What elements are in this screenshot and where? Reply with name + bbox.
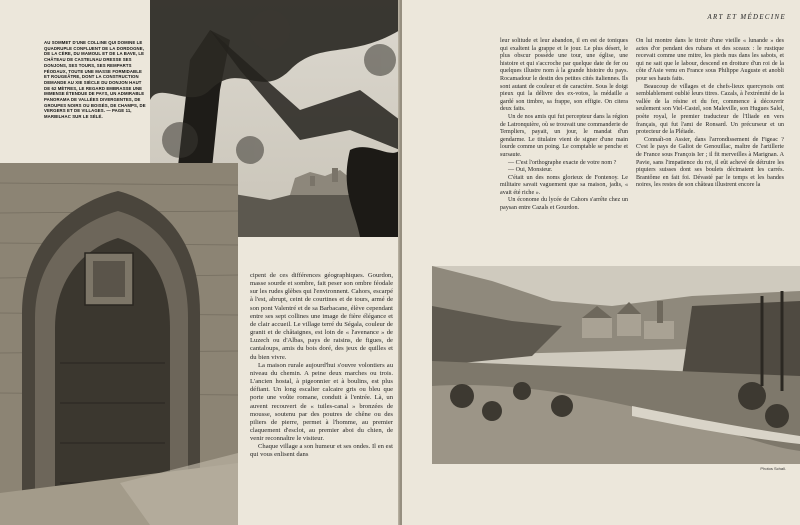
paragraph: Beaucoup de villages et de chefs-lieux quercynois ont semblablement oublié leurs titres. Cazals, à l'extrémité de la vallée de la résine et du fer, commence à découvrir seulement son Viel-Castel, son Maleville, son Hugues Salel, poète royal, le premier traducteur de l'Iliade en vers français, qui fut l'ami de Ronsard. Un précurseur et un protecteur de la Pléiade. xyxy=(636,83,784,136)
paragraph: cipent de ces différences géographiques. Gourdon, masse sourde et sombre, fait peser son ombre féodale sur les rudes glèbes qui l'environnent. Cahors, escarpé à l'est, abrupt, ceint de courtines et de tours, armé de son pont Valentré et de sa Barbacane, élève cependant entre ses sept collines une image de fière élégance et de clair accueil. Le village terré du Ségala, couleur de granit et de châtaignes, est loin de « l'avenance » de Luzech ou d'Albas, pays de raisins, de figues, de cantaloups, amis du bois doré, des jeux de quilles et du bien vivre. xyxy=(250,272,393,361)
text-column-bottom-left xyxy=(250,272,393,460)
paragraph: — Oui, Monsieur. xyxy=(508,167,553,174)
running-header: ART ET MÉDECINE xyxy=(707,14,786,21)
text-column-top-b xyxy=(636,38,784,190)
paragraph: Connaît-on Assier, dans l'arrondissement de Figeac ? C'est le pays de Galiot de Genouillac, maître de l'artillerie de France sous François Ier ; il fit merveilles à Marignan. A Pavie, sans l'impatience du roi, il eût achevé de détruire les piquiers suisses dont ses boulets décimaient les carrés. Brantôme en fait foi. Dévasté par le temps et les bandes noires, les restes de son château illustrent encore la xyxy=(636,136,784,189)
doorway-photo xyxy=(0,163,238,525)
paragraph: Chaque village a son humeur et ses ondes. Il en est qui vous enlisent dans xyxy=(250,443,393,459)
text-column-top-a xyxy=(500,38,628,213)
photo-caption: AU SOMMET D'UNE COLLINE QUI DOMINE LE QUADRUPLE CONFLUENT DE LA DORDOGNE, DE LA CÈRE, DU MAMOUL ET DE LA BAVE, LE CHÂTEAU DE CASTELNAU DRESSE SES DONJONS, SES TOURS, SES REMPARTS FÉODAUX, TOUTE UNE MASSE FORMIDABLE ET ROUGEÂTRE, DONT LA CONSTRUCTION DEMANDE AU XIE SIÈCLE DU DONJON HAUT DE 62 MÈTRES, LE REGARD EMBRASSE UNE IMMENSE ÉTENDUE DE PAYS, UN ADMIRABLE PANORAMA DE VALLÉES DIVERGENTES, DE GROUPES NOIRS OU BOISÉS, DE CHAMPS, DE VERGERS ET DE VILLAGES. — PAGE 11, MARBILHAC SUR LE SÉLÉ. xyxy=(44,40,146,120)
valley-photo xyxy=(432,266,800,464)
paragraph: C'était un des noms glorieux de Fontenoy. Le militaire savait vaguement que sa maison, jadis, « avait été riche ». xyxy=(500,174,628,196)
paragraph: La maison rurale aujourd'hui s'ouvre volontiers au niveau du chemin. A peine deux marches ou trois. L'ancien hostal, à pigeonnier et à boulins, est plus défiant. Un long escalier calcaire gris ou bleu que porte une voûte romane, conduit à l'entrée. Là, un auvent recouvert de « tuiles-canal » bronzées de mousse, soutenu par des poutres de chêne ou des piliers de pierre, permet à l'homme, au premier claquement d'esclot, au premier aboi du chien, de venir reconnaître le visiteur. xyxy=(250,361,393,443)
paragraph: On lui montre dans le tiroir d'une vieille « lunande » des actes d'or pendant des rubans et des sceaux : le rustique recevait comme une mitre, les pieds nus dans les sabots, et qui ne sait que le labour, descend en droiture d'un roi de la côte d'Asie venu en France sous Philippe Auguste et anobli pour ses hauts faits. xyxy=(636,38,784,82)
paragraph: Un de nos amis qui fut percepteur dans la région de Latronquière, où se trouvait une commanderie de Templiers, payait, un jour, le mandat d'un gendarme. Le titulaire vient de signer d'une main lourde comme un poing. Le comptable se penche et sursaute. xyxy=(500,113,628,158)
paragraph: Un économe du lycée de Cahors s'arrête chez un paysan entre Cazals et Gourdon. xyxy=(500,197,628,212)
photo-credit: Photos Schall. xyxy=(760,466,786,471)
right-page xyxy=(402,0,800,525)
paragraph: leur solitude et leur abandon, il en est de toniques qui exaltent la grappe et le jour. Le plus désert, le plus obscur possède une tour, une église, une histoire et qui s'accroche par quelque date de fer ou quelques illustre nom à la grande histoire du pays. Rocamadour le destin des petites cités italiennes. Ils sont autant de couleur et de caractère. Sous le doigt pieux qui la délivre des ex-votos, la médaille a gardé son timbre, sa frappe, son effigie. On citera deux faits. xyxy=(500,38,628,113)
paragraph: — C'est l'orthographe exacte de votre nom ? xyxy=(508,159,617,166)
